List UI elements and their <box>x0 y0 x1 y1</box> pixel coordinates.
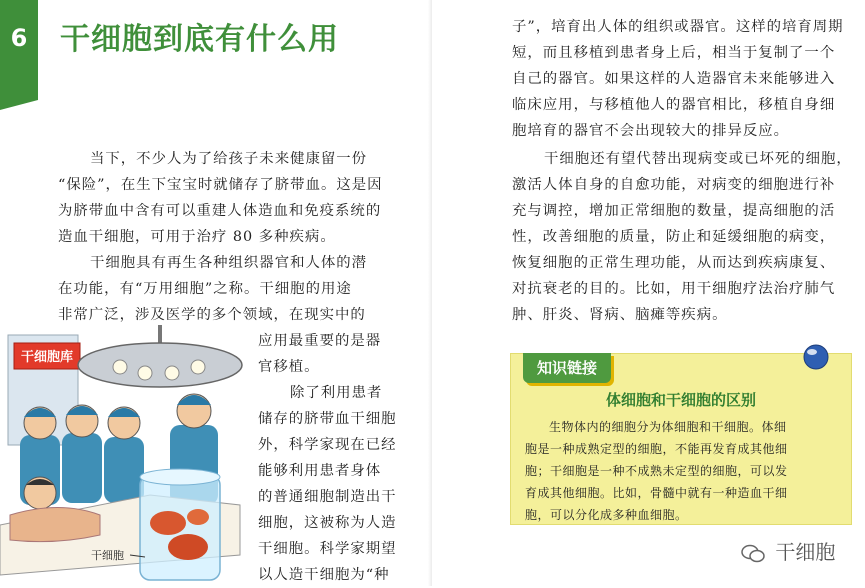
text-line: 干细胞还有望代替出现病变或已坏死的细胞， <box>544 151 852 167</box>
stem-cell-jar-icon <box>140 469 220 580</box>
left-paragraph-3-cont <box>258 406 397 588</box>
text-line: 胞是一种成熟定型的细胞，不能再发育成其他细 <box>525 442 788 456</box>
left-paragraph-2 <box>90 250 367 276</box>
right-paragraph-2-cont <box>512 172 835 328</box>
text-line: 激活人体自身的自愈功能，对病变的细胞进行补 <box>512 177 836 193</box>
chapter-tab <box>0 0 38 100</box>
left-paragraph-2-narrow <box>258 328 381 380</box>
text-line: 官移植。 <box>258 359 320 375</box>
text-line: 干细胞。科学家期望 <box>258 541 397 557</box>
left-paragraph-1 <box>90 146 367 172</box>
text-line: 外，科学家现在已经 <box>258 437 397 453</box>
text-line: 对抗衰老的目的。比如，用干细胞疗法治疗肺气 <box>512 281 836 297</box>
knowledge-link-body <box>525 416 843 526</box>
stem-cell-bank-illustration <box>0 325 245 586</box>
text-line: 为脐带血中含有可以重建人体造血和免疫系统的 <box>58 203 382 219</box>
knowledge-link-title: 体细胞和干细胞的区别 <box>605 391 756 409</box>
text-line: 育成其他细胞。比如，骨髓中就有一种造血干细 <box>525 486 788 500</box>
knowledge-link-header: 知识链接 <box>523 353 611 383</box>
text-line: 当下，不少人为了给孩子未来健康留一份 <box>90 151 368 167</box>
text-line: 子”，培育出人体的组织或器官。这样的培育周期 <box>512 19 844 35</box>
text-line: 干细胞具有再生各种组织器官和人体的潜 <box>90 255 368 271</box>
text-line: 以人造干细胞为“种 <box>258 567 390 583</box>
left-paragraph-1-cont <box>58 172 383 250</box>
text-line: 胞培育的器官不会出现较大的排异反应。 <box>512 123 790 139</box>
text-line: “保险”，在生下宝宝时就储存了脐带血。这是因 <box>58 177 383 193</box>
wechat-watermark <box>741 536 835 565</box>
sign <box>14 343 80 369</box>
right-paragraph-2 <box>544 146 852 172</box>
text-line: 的普通细胞制造出干 <box>258 489 397 505</box>
text-line: 自己的器官。如果这样的人造器官未来能够进入 <box>512 71 836 87</box>
cell-label: 干细胞 <box>91 549 124 562</box>
text-line: 储存的脐带血干细胞 <box>258 411 397 427</box>
text-line: 非常广泛，涉及医学的多个领域，在现实中的 <box>58 307 366 323</box>
left-paragraph-3 <box>290 380 382 406</box>
globe-icon <box>801 342 831 372</box>
text-line: 应用最重要的是器 <box>258 333 382 349</box>
text-line: 造血干细胞，可用于治疗 80 多种疾病。 <box>58 229 336 245</box>
wechat-icon <box>741 544 765 564</box>
text-line: 性，改善细胞的质量，防止和延缓细胞的病变， <box>512 229 836 245</box>
text-line: 恢复细胞的正常生理功能，从而达到疾病康复、 <box>512 255 836 271</box>
text-line: 短，而且移植到患者身上后，相当于复制了一个 <box>512 45 836 61</box>
text-line: 胞；干细胞是一种不成熟未定型的细胞，可以发 <box>525 464 788 478</box>
text-line: 在功能，有“万用细胞”之称。干细胞的用途 <box>58 281 352 297</box>
knowledge-link-box <box>510 353 852 525</box>
text-line: 生物体内的细胞分为体细胞和干细胞。体细 <box>549 420 787 434</box>
text-line: 胞，可以分化成多种血细胞。 <box>525 508 688 522</box>
text-line: 临床应用，与移植他人的器官相比，移植自身细 <box>512 97 836 113</box>
left-page <box>0 0 432 586</box>
watermark-text: 干细胞 <box>775 540 836 564</box>
text-line: 肿、肝炎、肾病、脑瘫等疾病。 <box>512 307 728 323</box>
left-paragraph-2-cont <box>58 276 366 328</box>
text-line: 细胞，这被称为人造 <box>258 515 397 531</box>
chapter-number: 6 <box>10 24 28 52</box>
chapter-title: 干细胞到底有什么用 <box>60 22 339 57</box>
text-line: 充与调控，增加正常细胞的数量，提高细胞的活 <box>512 203 836 219</box>
text-line: 除了利用患者 <box>290 385 383 401</box>
sign-text: 干细胞库 <box>20 350 74 365</box>
text-line: 能够利用患者身体 <box>258 463 382 479</box>
right-paragraph-1 <box>512 14 844 144</box>
